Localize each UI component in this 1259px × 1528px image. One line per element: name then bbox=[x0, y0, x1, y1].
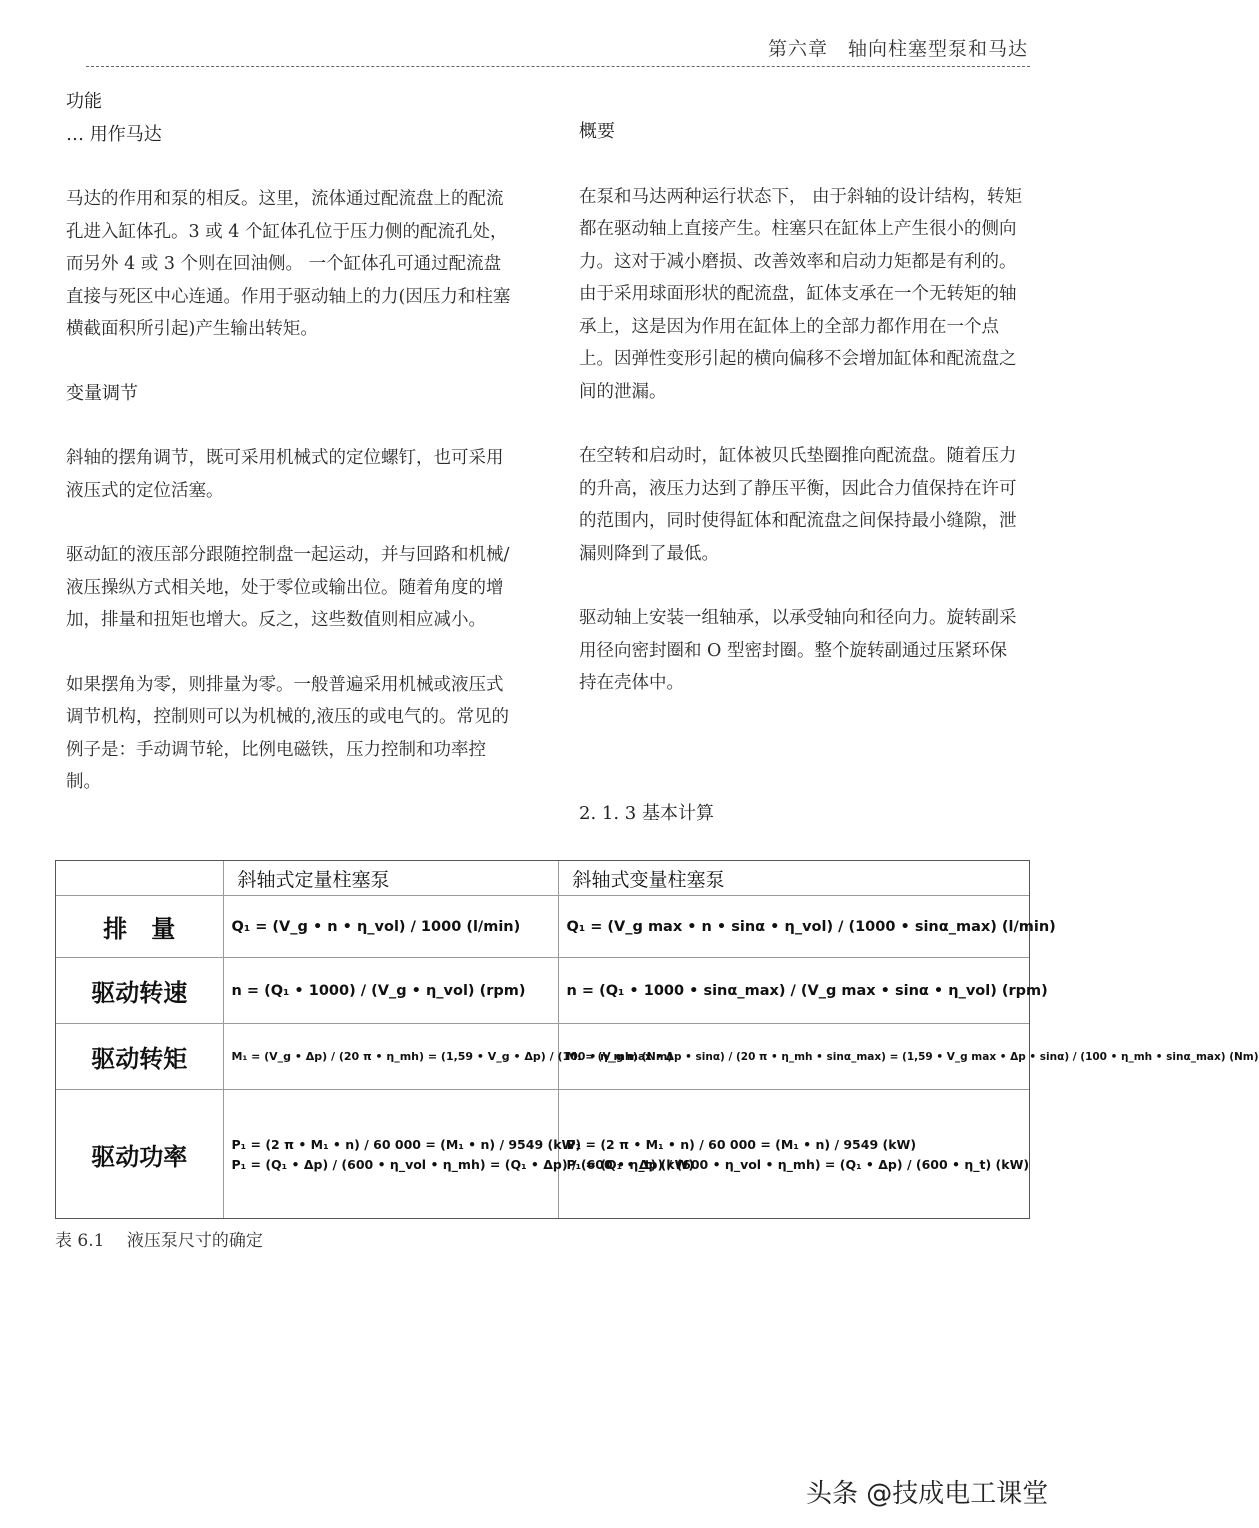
formula-fixed-speed: n = (Q₁ • 1000) / (V_g • η_vol) (rpm) bbox=[223, 958, 558, 1024]
table-row bbox=[56, 1090, 1029, 1219]
formula-variable-power: P₁ = (2 π • M₁ • n) / 60 000 = (M₁ • n) / 9549 (kW) P₁ = (Q₁ • Δp) / (600 • η_vol • η_mh) = (Q₁ • Δp) / (600 • η_t) (kW) bbox=[558, 1090, 1029, 1219]
summary-paragraph-1: 在泵和马达两种运行状态下， 由于斜轴的设计结构，转矩都在驱动轴上直接产生。柱塞只在缸体上产生很小的侧向力。这对于减小磨损、改善效率和启动力矩都是有利的。由于采用球面形状的配流盘，缸体支承在一个无转矩的轴承上，这是因为作用在缸体上的全部力都作用在一个点上。因弹性变形引起的横向偏移不会增加缸体和配流盘之间的泄漏。 bbox=[579, 186, 1023, 402]
table-row bbox=[56, 1024, 1029, 1090]
formula-fixed-power: P₁ = (2 π • M₁ • n) / 60 000 = (M₁ • n) / 9549 (kW) P₁ = (Q₁ • Δp) / (600 • η_vol • η_mh) = (Q₁ • Δp) / (600 • η_t) (kW) bbox=[223, 1090, 558, 1219]
pump-sizing-table bbox=[55, 860, 1259, 1219]
section-title: 2. 1. 3 基本计算 bbox=[579, 802, 714, 824]
row-label-power: 驱动功率 bbox=[56, 1090, 223, 1219]
function-label: 功能 bbox=[66, 91, 102, 112]
formula-variable-displacement: Q₁ = (V_g max • n • sinα • η_vol) / (1000 • sinα_max) (l/min) bbox=[558, 896, 1029, 958]
summary-paragraph-3: 驱动轴上安装一组轴承，以承受轴向和径向力。旋转副采用径向密封圈和 O 型密封圈。整个旋转副通过压紧环保持在壳体中。 bbox=[579, 608, 1017, 693]
formula-fixed-displacement: Q₁ = (V_g • n • η_vol) / 1000 (l/min) bbox=[223, 896, 558, 958]
row-label-torque: 驱动转矩 bbox=[56, 1024, 223, 1090]
variable-paragraph-1: 斜轴的摆角调节，既可采用机械式的定位螺钉，也可采用液压式的定位活塞。 bbox=[66, 448, 504, 501]
header-divider bbox=[86, 66, 1030, 67]
row-label-speed: 驱动转速 bbox=[56, 958, 223, 1024]
chapter-title: 第六章 轴向柱塞型泵和马达 bbox=[767, 38, 1028, 60]
summary-heading: 概要 bbox=[579, 121, 615, 142]
motor-subheading: … 用作马达 bbox=[66, 123, 162, 145]
motor-paragraph: 马达的作用和泵的相反。这里，流体通过配流盘上的配流孔进入缸体孔。3 或 4 个缸体孔位于压力侧的配流孔处，而另外 4 或 3 个则在回油侧。 一个缸体孔可通过配流盘直接与死区中心连通。作用于驱动轴上的力(因压力和柱塞横截面积所引起)产生输出转矩。 bbox=[66, 189, 511, 339]
watermark: 头条 @技成电工课堂 bbox=[806, 1479, 1049, 1509]
table-corner bbox=[56, 861, 223, 896]
table-row bbox=[56, 896, 1029, 958]
formula-variable-speed: n = (Q₁ • 1000 • sinα_max) / (V_g max • sinα • η_vol) (rpm) bbox=[558, 958, 1029, 1024]
variable-paragraph-2: 驱动缸的液压部分跟随控制盘一起运动，并与回路和机械/液压操纵方式相关地，处于零位或输出位。随着角度的增加，排量和扭矩也增大。反之，这些数值则相应减小。 bbox=[66, 545, 510, 630]
table-row bbox=[56, 958, 1029, 1024]
formula-variable-torque: M₁ = (V_g max • Δp • sinα) / (20 π • η_mh • sinα_max) = (1,59 • V_g max • Δp • sinα) / (100 • η_mh • sinα_max) (Nm) bbox=[558, 1024, 1029, 1090]
variable-heading: 变量调节 bbox=[66, 382, 138, 404]
left-column bbox=[66, 86, 511, 799]
row-label-displacement: 排 量 bbox=[56, 896, 223, 958]
variable-paragraph-3: 如果摆角为零，则排量为零。一般普遍采用机械或液压式调节机构，控制则可以为机械的,液压的或电气的。常见的例子是：手动调节轮，比例电磁铁，压力控制和功率控制。 bbox=[66, 674, 510, 792]
column-header-fixed: 斜轴式定量柱塞泵 bbox=[223, 861, 558, 896]
column-header-variable: 斜轴式变量柱塞泵 bbox=[558, 861, 1029, 896]
table-header-row bbox=[56, 861, 1029, 896]
summary-paragraph-2: 在空转和启动时，缸体被贝氏垫圈推向配流盘。随着压力的升高，液压力达到了静压平衡，因此合力值保持在许可的范围内，同时使得缸体和配流盘之间保持最小缝隙，泄漏则降到了最低。 bbox=[579, 446, 1017, 564]
right-column bbox=[579, 116, 1024, 830]
formula-fixed-torque: M₁ = (V_g • Δp) / (20 π • η_mh) = (1,59 • V_g • Δp) / (100 • η_mh) (Nm) bbox=[223, 1024, 558, 1090]
table-caption: 表 6.1 液压泵尺寸的确定 bbox=[55, 1231, 263, 1251]
